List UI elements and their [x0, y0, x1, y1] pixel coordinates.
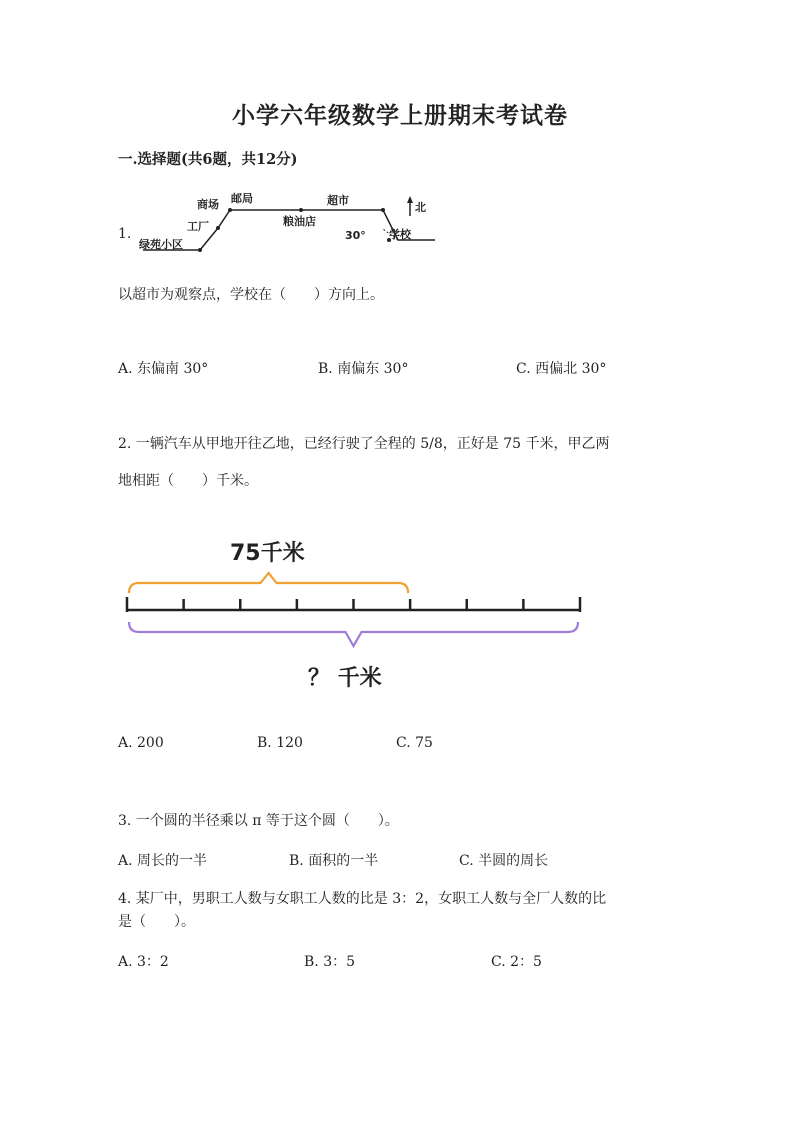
q3-text: 3. 一个圆的半径乘以 π 等于这个圆（ ）。: [118, 813, 399, 829]
q1-option-a[interactable]: A. 东偏南 30°: [118, 361, 209, 377]
label-market: 超市: [327, 194, 349, 207]
q1-option-b[interactable]: B. 南偏东 30°: [318, 361, 409, 377]
q1-option-c[interactable]: C. 西偏北 30°: [516, 361, 607, 377]
label-angle: 30°: [345, 229, 366, 242]
q4-text-line1: 4. 某厂中，男职工人数与女职工人数的比是 3：2，女职工人数与全厂人数的比: [118, 891, 607, 907]
section-heading: 一.选择题(共6题，共12分): [118, 151, 298, 168]
page-title: 小学六年级数学上册期末考试卷: [232, 102, 568, 129]
q1-text: 以超市为观察点，学校在（ ）方向上。: [118, 287, 384, 303]
q2-bottom-brace: [129, 622, 578, 646]
q2-number-line: [127, 597, 580, 612]
q3-option-a[interactable]: A. 周长的一半: [118, 853, 208, 869]
q2-option-a[interactable]: A. 200: [118, 735, 164, 751]
q2-top-brace: [129, 573, 408, 593]
q2-option-c[interactable]: C. 75: [396, 735, 433, 751]
q4-text-line2: 是（ ）。: [118, 914, 195, 930]
q4-option-c[interactable]: C. 2：5: [491, 954, 542, 970]
q2-text-line1: 2. 一辆汽车从甲地开往乙地，已经行驶了全程的 5/8，正好是 75 千米，甲乙两: [118, 436, 610, 452]
q2-top-label: 75千米: [230, 541, 305, 566]
q2-option-b[interactable]: B. 120: [257, 735, 303, 751]
q1-map-diagram: [135, 188, 445, 260]
q2-bottom-label: ？ 千米: [308, 666, 382, 691]
label-grain: 粮油店: [283, 215, 316, 228]
label-mall: 商场: [197, 198, 219, 211]
label-residential: 绿苑小区: [139, 238, 183, 251]
q4-option-b[interactable]: B. 3：5: [304, 954, 356, 970]
label-north: 北: [415, 201, 426, 214]
q3-option-c[interactable]: C. 半圆的周长: [459, 853, 549, 869]
q1-number: 1.: [118, 226, 132, 242]
q3-option-b[interactable]: B. 面积的一半: [289, 853, 379, 869]
q2-segment-diagram: [110, 530, 600, 700]
label-school: 学校: [389, 228, 411, 241]
label-post: 邮局: [231, 192, 253, 205]
q2-text-line2: 地相距（ ）千米。: [118, 473, 258, 489]
label-factory: 工厂: [187, 220, 209, 233]
q4-option-a[interactable]: A. 3：2: [118, 954, 169, 970]
